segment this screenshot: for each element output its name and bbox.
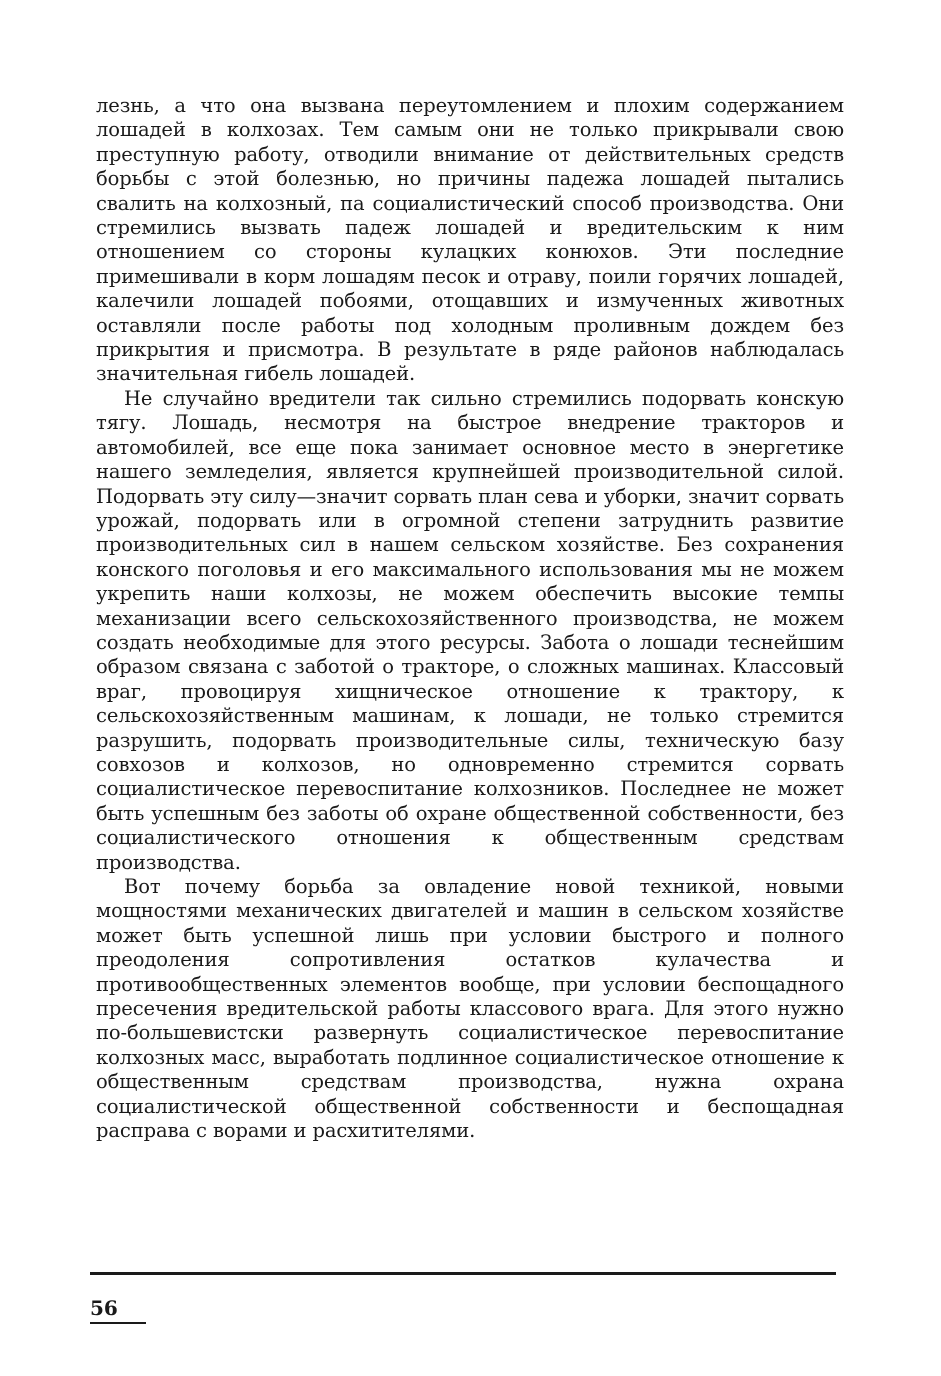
paragraph-continued: лезнь, а что она вызвана переутомлением и плохим содержанием лошадей в колхозах. Тем самым они не только прикрывали свою преступную работу, отводили внимание от действительных средств борьбы с этой болезнью, но причины падежа лошадей пытались свалить на колхозный, па социалистический способ производства. Они стремились вызвать падеж лошадей и вредительским к ним отношением со стороны кулацких конюхов. Эти последние примешивали в корм лошадям песок и отраву, поили горячих лошадей, калечили лошадей побоями, отощавших и измученных животных оставляли после работы под холодным проливным дождем без прикрытия и присмотра. В результате в ряде районов наблюдалась значительная гибель лошадей. bbox=[96, 94, 844, 386]
page-number: 56 bbox=[90, 1296, 118, 1320]
page-number-underline bbox=[90, 1322, 146, 1324]
footer-rule bbox=[90, 1272, 836, 1275]
paragraph-new-technology: Вот почему борьба за овладение новой техникой, новыми мощностями механических двигателей и машин в сельском хозяйстве может быть успешной лишь при условии быстрого и полного преодоления сопротивления остатков кулачества и противообщественных элементов вообще, при условии беспощадного пресечения вредительской работы классового врага. Для этого нужно по-большевистски развернуть социалистическое перевоспитание колхозных масс, выработать подлинное социалистическое отношение к общественным средствам производства, нужна охрана социалистической общественной собственности и беспощадная расправа с ворами и расхитителями. bbox=[96, 875, 844, 1143]
body-text bbox=[96, 94, 844, 1143]
paragraph-horse-traction: Не случайно вредители так сильно стремились подорвать конскую тягу. Лошадь, несмотря на быстрое внедрение тракторов и автомобилей, все еще пока занимает основное место в энергетике нашего земледелия, является крупнейшей производительной силой. Подорвать эту силу—значит сорвать план сева и уборки, значит сорвать урожай, подорвать или в огромной степени затруднить развитие производительных сил в нашем сельском хозяйстве. Без сохранения конского поголовья и его максимального использования мы не можем укрепить наши колхозы, не можем обеспечить высокие темпы механизации всего сельскохозяйственного производства, не можем создать необходимые для этого ресурсы. Забота о лошади теснейшим образом связана с заботой о тракторе, о сложных машинах. Классовый враг, провоцируя хищническое отношение к трактору, к сельскохозяйственным машинам, к лошади, не только стремится разрушить, подорвать производительные силы, техническую базу совхозов и колхозов, но одновременно стремится сорвать социалистическое перевоспитание колхозников. Последнее не может быть успешным без заботы об охране общественной собственности, без социалистического отношения к общественным средствам производства. bbox=[96, 386, 844, 874]
